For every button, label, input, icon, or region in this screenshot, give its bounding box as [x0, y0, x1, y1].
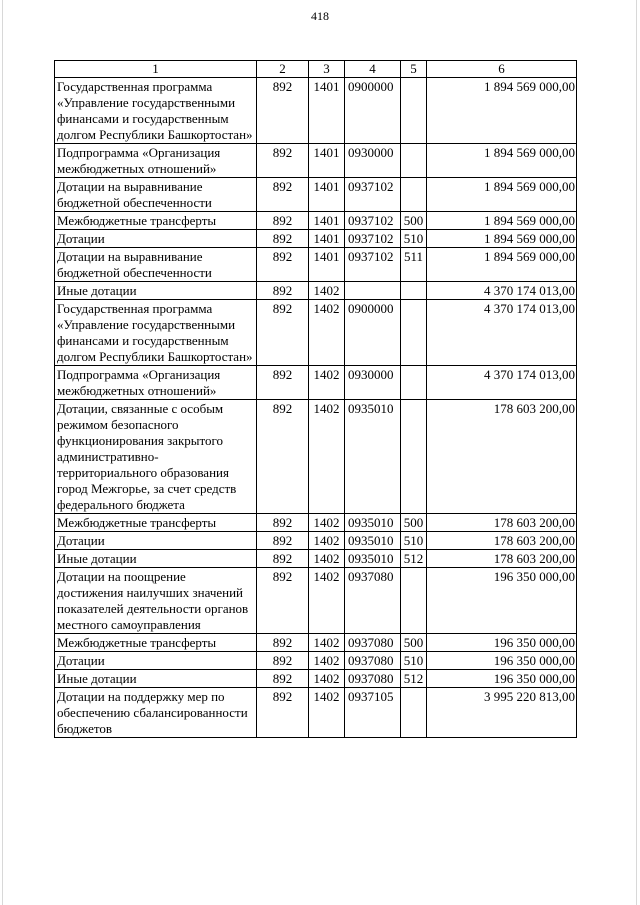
cell-expense-type: 500	[401, 514, 427, 532]
cell-expense-type: 500	[401, 634, 427, 652]
cell-expense-type	[401, 282, 427, 300]
cell-section-code: 1402	[309, 532, 345, 550]
cell-admin-code: 892	[257, 178, 309, 212]
cell-section-code: 1402	[309, 550, 345, 568]
cell-amount: 1 894 569 000,00	[427, 178, 577, 212]
cell-name: Подпрограмма «Организация межбюджетных отношений»	[55, 144, 257, 178]
table-row	[55, 568, 577, 634]
cell-target-code	[345, 282, 401, 300]
cell-admin-code: 892	[257, 652, 309, 670]
budget-table	[54, 60, 577, 738]
cell-name: Дотации, связанные с особым режимом безопасного функционирования закрытого административно-территориального образования город Межгорье, за счет средств федерального бюджета	[55, 400, 257, 514]
cell-target-code: 0935010	[345, 400, 401, 514]
table-row	[55, 282, 577, 300]
cell-name: Государственная программа «Управление государственными финансами и государственным долгом Республики Башкортостан»	[55, 300, 257, 366]
cell-section-code: 1401	[309, 78, 345, 144]
header-cell-target: 4	[345, 61, 401, 78]
cell-expense-type	[401, 300, 427, 366]
cell-expense-type: 512	[401, 550, 427, 568]
cell-name: Межбюджетные трансферты	[55, 514, 257, 532]
cell-expense-type: 511	[401, 248, 427, 282]
cell-name: Дотации на выравнивание бюджетной обеспеченности	[55, 178, 257, 212]
cell-amount: 1 894 569 000,00	[427, 212, 577, 230]
cell-name: Иные дотации	[55, 282, 257, 300]
table-row	[55, 532, 577, 550]
cell-section-code: 1402	[309, 514, 345, 532]
cell-admin-code: 892	[257, 230, 309, 248]
cell-name: Дотации на поддержку мер по обеспечению сбалансированности бюджетов	[55, 688, 257, 738]
cell-amount: 3 995 220 813,00	[427, 688, 577, 738]
cell-target-code: 0937080	[345, 634, 401, 652]
table-row	[55, 212, 577, 230]
cell-expense-type	[401, 366, 427, 400]
table-row	[55, 248, 577, 282]
table-row	[55, 634, 577, 652]
cell-target-code: 0937102	[345, 248, 401, 282]
cell-target-code: 0937102	[345, 230, 401, 248]
table-row	[55, 514, 577, 532]
cell-name: Дотации	[55, 532, 257, 550]
cell-target-code: 0900000	[345, 300, 401, 366]
header-cell-section: 3	[309, 61, 345, 78]
cell-target-code: 0900000	[345, 78, 401, 144]
cell-amount: 4 370 174 013,00	[427, 300, 577, 366]
header-row	[55, 61, 577, 78]
cell-expense-type: 510	[401, 652, 427, 670]
cell-admin-code: 892	[257, 282, 309, 300]
header-cell-amount: 6	[427, 61, 577, 78]
cell-admin-code: 892	[257, 248, 309, 282]
cell-section-code: 1402	[309, 400, 345, 514]
cell-amount: 4 370 174 013,00	[427, 282, 577, 300]
cell-section-code: 1402	[309, 634, 345, 652]
cell-admin-code: 892	[257, 514, 309, 532]
cell-expense-type	[401, 78, 427, 144]
cell-target-code: 0935010	[345, 514, 401, 532]
cell-section-code: 1402	[309, 366, 345, 400]
cell-amount: 178 603 200,00	[427, 532, 577, 550]
scan-right-edge	[636, 0, 637, 905]
page-number: 418	[311, 9, 329, 23]
cell-target-code: 0937102	[345, 178, 401, 212]
cell-expense-type: 510	[401, 532, 427, 550]
table-body	[55, 78, 577, 738]
cell-name: Государственная программа «Управление государственными финансами и государственным долгом Республики Башкортостан»	[55, 78, 257, 144]
cell-section-code: 1402	[309, 568, 345, 634]
cell-target-code: 0937080	[345, 568, 401, 634]
cell-target-code: 0937102	[345, 212, 401, 230]
cell-admin-code: 892	[257, 670, 309, 688]
table-row	[55, 144, 577, 178]
cell-amount: 196 350 000,00	[427, 568, 577, 634]
cell-name: Дотации	[55, 652, 257, 670]
cell-admin-code: 892	[257, 688, 309, 738]
cell-admin-code: 892	[257, 212, 309, 230]
cell-section-code: 1402	[309, 670, 345, 688]
cell-amount: 1 894 569 000,00	[427, 78, 577, 144]
table-row	[55, 670, 577, 688]
cell-amount: 1 894 569 000,00	[427, 144, 577, 178]
cell-expense-type	[401, 400, 427, 514]
cell-section-code: 1402	[309, 282, 345, 300]
cell-admin-code: 892	[257, 366, 309, 400]
table-row	[55, 400, 577, 514]
cell-admin-code: 892	[257, 568, 309, 634]
cell-section-code: 1401	[309, 248, 345, 282]
cell-section-code: 1402	[309, 688, 345, 738]
table-row	[55, 366, 577, 400]
cell-name: Иные дотации	[55, 550, 257, 568]
cell-amount: 178 603 200,00	[427, 550, 577, 568]
cell-section-code: 1402	[309, 300, 345, 366]
cell-section-code: 1402	[309, 652, 345, 670]
cell-expense-type	[401, 178, 427, 212]
cell-amount: 196 350 000,00	[427, 652, 577, 670]
table-row	[55, 652, 577, 670]
cell-expense-type	[401, 688, 427, 738]
cell-amount: 196 350 000,00	[427, 670, 577, 688]
table-row	[55, 550, 577, 568]
cell-name: Межбюджетные трансферты	[55, 212, 257, 230]
table-row	[55, 78, 577, 144]
scan-left-edge	[2, 0, 3, 905]
cell-expense-type: 512	[401, 670, 427, 688]
cell-name: Подпрограмма «Организация межбюджетных отношений»	[55, 366, 257, 400]
cell-amount: 4 370 174 013,00	[427, 366, 577, 400]
cell-name: Дотации на выравнивание бюджетной обеспеченности	[55, 248, 257, 282]
cell-name: Дотации	[55, 230, 257, 248]
cell-expense-type: 500	[401, 212, 427, 230]
header-cell-name: 1	[55, 61, 257, 78]
cell-admin-code: 892	[257, 78, 309, 144]
cell-name: Дотации на поощрение достижения наилучших значений показателей деятельности органов местного самоуправления	[55, 568, 257, 634]
cell-section-code: 1401	[309, 144, 345, 178]
cell-section-code: 1401	[309, 212, 345, 230]
cell-name: Межбюджетные трансферты	[55, 634, 257, 652]
cell-admin-code: 892	[257, 634, 309, 652]
table-row	[55, 178, 577, 212]
cell-target-code: 0935010	[345, 550, 401, 568]
cell-target-code: 0937080	[345, 670, 401, 688]
cell-amount: 1 894 569 000,00	[427, 230, 577, 248]
cell-target-code: 0930000	[345, 366, 401, 400]
cell-admin-code: 892	[257, 550, 309, 568]
cell-amount: 196 350 000,00	[427, 634, 577, 652]
cell-admin-code: 892	[257, 400, 309, 514]
cell-section-code: 1401	[309, 230, 345, 248]
cell-target-code: 0937080	[345, 652, 401, 670]
cell-section-code: 1401	[309, 178, 345, 212]
cell-admin-code: 892	[257, 532, 309, 550]
cell-amount: 1 894 569 000,00	[427, 248, 577, 282]
cell-expense-type	[401, 568, 427, 634]
cell-amount: 178 603 200,00	[427, 400, 577, 514]
cell-target-code: 0930000	[345, 144, 401, 178]
cell-admin-code: 892	[257, 300, 309, 366]
table-row	[55, 230, 577, 248]
cell-admin-code: 892	[257, 144, 309, 178]
header-cell-admin: 2	[257, 61, 309, 78]
cell-target-code: 0937105	[345, 688, 401, 738]
cell-name: Иные дотации	[55, 670, 257, 688]
table-row	[55, 688, 577, 738]
cell-amount: 178 603 200,00	[427, 514, 577, 532]
header-cell-type: 5	[401, 61, 427, 78]
table-row	[55, 300, 577, 366]
cell-target-code: 0935010	[345, 532, 401, 550]
cell-expense-type: 510	[401, 230, 427, 248]
cell-expense-type	[401, 144, 427, 178]
